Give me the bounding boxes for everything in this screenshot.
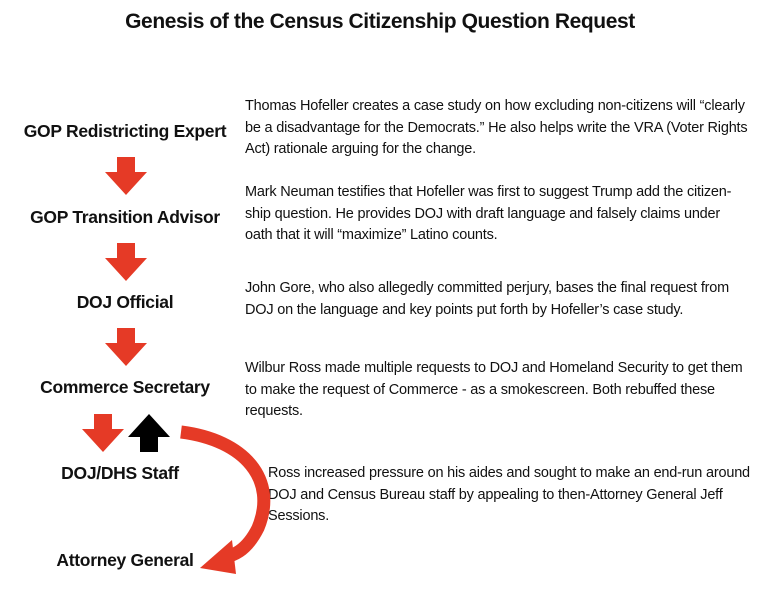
- node-doj-official: DOJ Official: [76, 292, 174, 312]
- node-doj-dhs-staff: DOJ/DHS Staff: [61, 463, 179, 483]
- node-gop-transition-advisor: GOP Transition Advisor: [30, 207, 220, 227]
- description-neuman: Mark Neuman testifies that Hofeller was first to suggest Trump add the citizen-ship question. He provides DOJ with draft language and falsely claims under oath that it will “maximize” Latino counts.: [245, 184, 732, 243]
- node-gop-redistricting-expert: GOP Redistricting Expert: [23, 121, 227, 141]
- description-ross-requests: Wilbur Ross made multiple requests to DOJ and Homeland Security to get them to make the request of Commerce - as a smokescreen. Both rebuffed these requests.: [245, 360, 743, 419]
- description-gore: John Gore, who also allegedly committed perjury, bases the final request from DOJ on the language and key points put forth by Hofeller’s case study.: [245, 280, 730, 318]
- description-ross-pressure: Ross increased pressure on his aides and sought to make an end-run around DOJ and Census Bureau staff by appealing to then-Attorney General Jeff Sessions.: [268, 465, 750, 524]
- diagram-title: Genesis of the Census Citizenship Question Request: [125, 10, 635, 33]
- node-commerce-secretary: Commerce Secretary: [40, 377, 210, 397]
- node-attorney-general: Attorney General: [56, 550, 194, 570]
- description-hofeller: Thomas Hofeller creates a case study on how excluding non-citizens will “clearly be a disadvantage for the Democrats.” He also helps write the VRA (Voter Rights Act) rationale arguing for the change.: [245, 98, 748, 157]
